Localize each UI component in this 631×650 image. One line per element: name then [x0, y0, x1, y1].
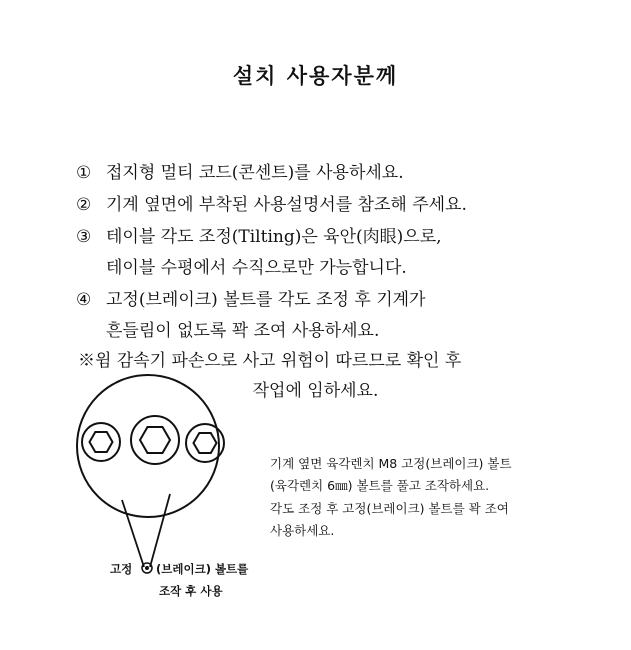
- item-text: 접지형 멀티 코드(콘센트)를 사용하세요.: [106, 163, 404, 183]
- hex-socket-center: [140, 427, 170, 453]
- item-text-continued: 흔들림이 없도록 꽉 조여 사용하세요.: [106, 321, 380, 341]
- item-text: 기계 옆면에 부착된 사용설명서를 참조해 주세요.: [106, 195, 467, 215]
- item-text: 고정(브레이크) 볼트를 각도 조정 후 기계가: [106, 290, 426, 310]
- plate-circle: [77, 375, 219, 517]
- page-title: 설치 사용자분께: [232, 63, 399, 88]
- caption-line-2: (육각렌치 6㎜) 볼트를 풀고 조작하세요.: [270, 478, 490, 493]
- bolt-left: [82, 423, 120, 461]
- item-text-continued: 테이블 수평에서 수직으로만 가능합니다.: [106, 258, 407, 278]
- warning-note-continued: 작업에 임하세요.: [252, 381, 379, 401]
- diagram-label-left: 고정: [110, 562, 133, 576]
- pointer-line-left: [122, 500, 144, 567]
- diagram-label-line2: 조작 후 사용: [159, 584, 223, 598]
- target-symbol-inner: [145, 566, 149, 570]
- warning-note: ※윔 감속기 파손으로 사고 위험이 따르므로 확인 후: [78, 351, 462, 371]
- item-text: 테이블 각도 조정(Tilting)은 육안(肉眼)으로,: [106, 227, 442, 247]
- caption-line-4: 사용하세요.: [270, 523, 335, 538]
- diagram-label-right: (브레이크) 볼트를: [156, 562, 249, 576]
- hex-socket-right: [194, 433, 217, 453]
- item-number: ①: [76, 163, 92, 183]
- hex-socket-left: [90, 432, 113, 452]
- bolt-center: [131, 416, 179, 464]
- item-number: ②: [76, 195, 92, 215]
- pointer-line-right: [150, 494, 170, 567]
- caption-line-3: 각도 조정 후 고정(브레이크) 볼트를 꽉 조여: [270, 501, 509, 516]
- caption-line-1: 기계 옆면 육각렌치 M8 고정(브레이크) 볼트: [270, 456, 512, 471]
- item-number: ④: [76, 290, 92, 310]
- item-number: ③: [76, 227, 92, 247]
